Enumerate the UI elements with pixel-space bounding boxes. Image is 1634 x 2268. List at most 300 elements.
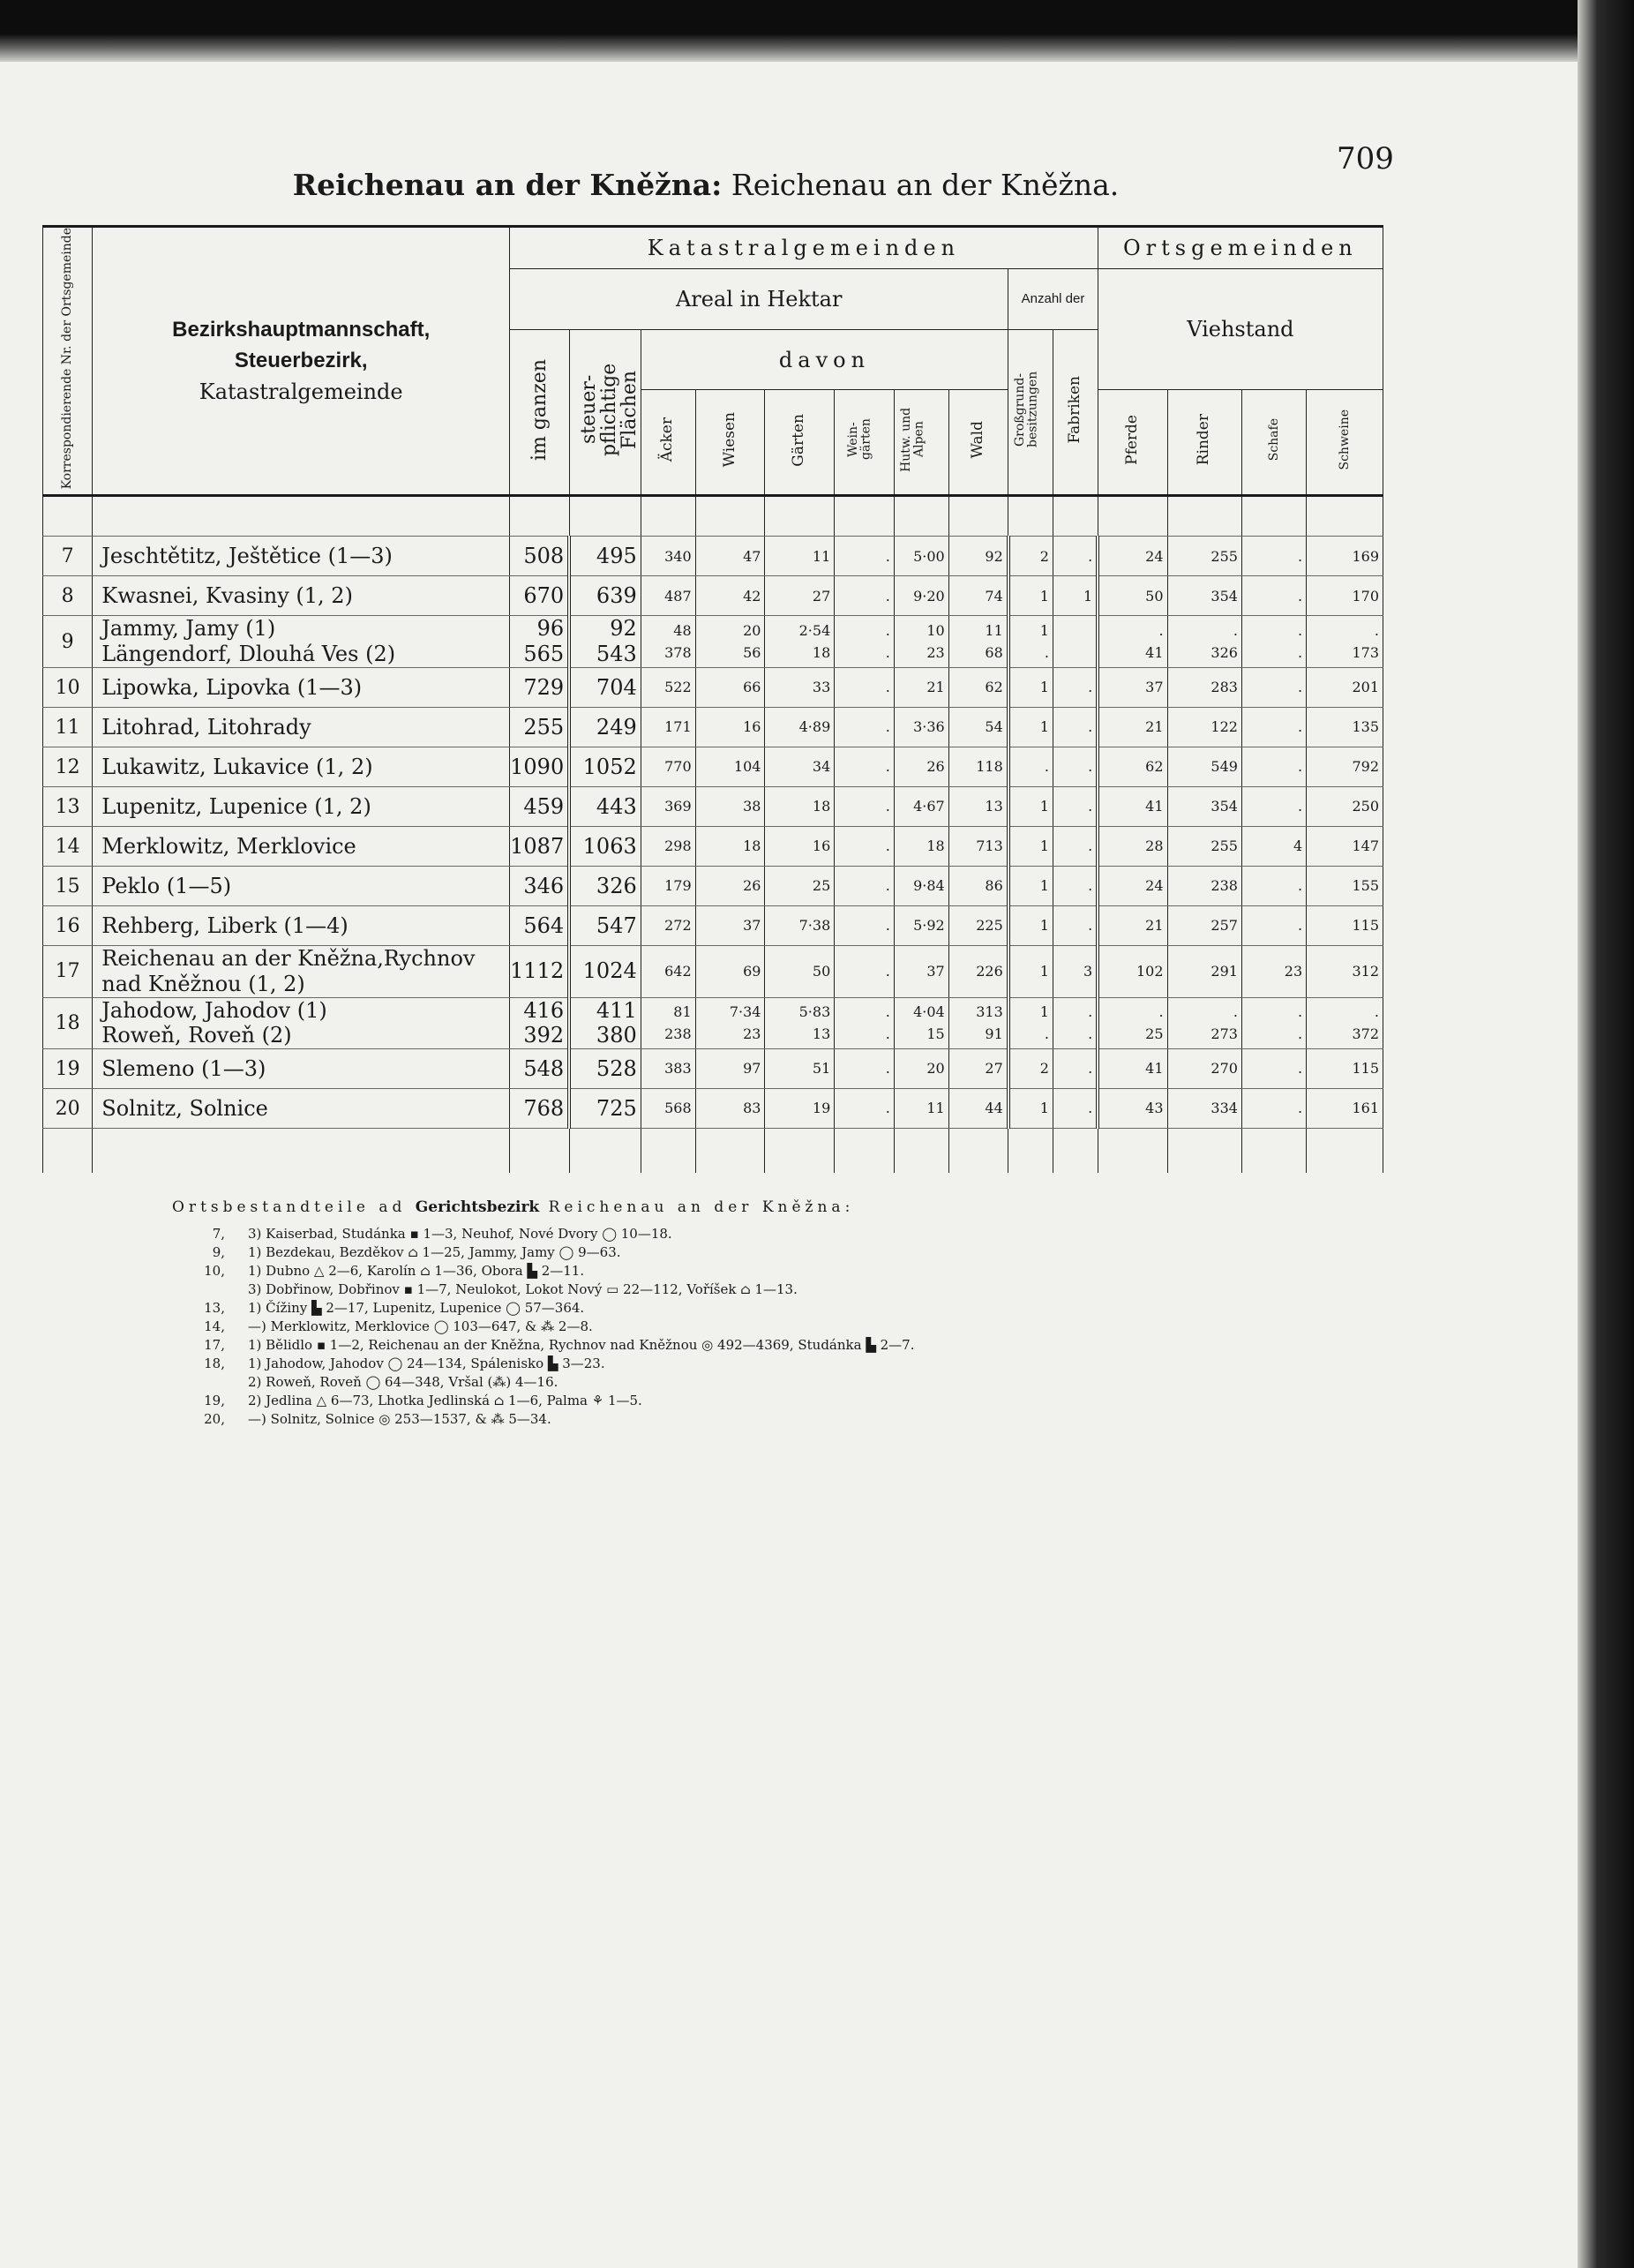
cell-ganz: 564 (510, 906, 570, 946)
ortsteile-text: 1) Dubno △ 2—6, Karolín ⌂ 1—36, Obora ▙ 2—11. (248, 1263, 585, 1279)
cell-rind: 334 (1167, 1089, 1241, 1129)
cell-rind: 270 (1167, 1049, 1241, 1089)
name-line: Reichenau an der Kněžna,Rychnov (101, 946, 476, 972)
cell-acker: 522 (641, 668, 695, 708)
cell-pfer: 102 (1098, 946, 1167, 998)
cell-acker: 369 (641, 787, 695, 827)
cell-schw: . 173 (1307, 616, 1383, 668)
cell-rind: 255 (1167, 537, 1241, 576)
name-line: Rehberg, Liberk (1—4) (101, 912, 349, 938)
name-line: Kwasnei, Kvasiny (1, 2) (101, 583, 353, 609)
cell-ganz: 729 (510, 668, 570, 708)
name-line: Merklowitz, Merklovice (101, 833, 356, 859)
title-bold: Reichenau an der Kněžna: (292, 168, 723, 202)
cell-gross: 2 (1008, 537, 1053, 576)
ortsbestandteile (172, 1198, 1407, 1429)
cell-wein: . (835, 747, 895, 787)
ortsteile-key: 13, (204, 1300, 225, 1316)
cell-pfer: 24 (1098, 867, 1167, 906)
cell-steu: 725 (569, 1089, 641, 1129)
cell-hutw: 9·20 (894, 576, 948, 616)
cell-schw: 169 (1307, 537, 1383, 576)
table-row (43, 867, 1383, 906)
cell-fab: . (1053, 747, 1098, 787)
cell-schaf: . (1241, 1089, 1306, 1129)
katastral-name (93, 747, 510, 787)
cell-acker: 298 (641, 827, 695, 867)
cell-schw: 201 (1307, 668, 1383, 708)
ortsteile-key: 18, (204, 1356, 225, 1371)
cell-ganz: 1112 (510, 946, 570, 998)
ortsteile-text: 3) Kaiserbad, Studánka ▪ 1—3, Neuhof, Nové Dvory ◯ 10—18. (248, 1226, 672, 1242)
cell-wein: . (835, 946, 895, 998)
cell-gart: 51 (765, 1049, 835, 1089)
cell-fab: . (1053, 867, 1098, 906)
ortsteile-line (172, 1280, 1407, 1299)
table-row (43, 747, 1383, 787)
name-line: Slemeno (1—3) (101, 1055, 266, 1081)
bezirk-header: Bezirkshauptmannschaft, Steuerbezirk, Katastralgemeinde (93, 227, 510, 496)
cell-wald: 713 (948, 827, 1008, 867)
cell-schw: 135 (1307, 708, 1383, 747)
katastral-name (93, 1049, 510, 1089)
name-line: Lukawitz, Lukavice (1, 2) (101, 754, 373, 779)
cell-wald: 11 68 (948, 616, 1008, 668)
cell-gart: 18 (765, 787, 835, 827)
scan-border-right (1578, 0, 1634, 2268)
cell-acker: 487 (641, 576, 695, 616)
cell-schw: 155 (1307, 867, 1383, 906)
row-number: 8 (43, 576, 93, 616)
cell-wald: 62 (948, 668, 1008, 708)
ortsteile-text: —) Merklowitz, Merklovice ◯ 103—647, & ⁂ 2—8. (248, 1318, 593, 1334)
cell-wald: 44 (948, 1089, 1008, 1129)
cell-fab: . (1053, 906, 1098, 946)
row-number: 11 (43, 708, 93, 747)
col-wald: Wald (948, 390, 1008, 496)
cell-wies: 7·34 23 (695, 997, 765, 1049)
cell-wies: 47 (695, 537, 765, 576)
cell-steu: 249 (569, 708, 641, 747)
cell-pfer: 37 (1098, 668, 1167, 708)
col-gross: Großgrund-besitzungen (1008, 329, 1053, 496)
ortsteile-key: 9, (212, 1244, 225, 1260)
col-schweine: Schweine (1307, 390, 1383, 496)
cell-rind: . 273 (1167, 997, 1241, 1049)
cell-acker: 48 378 (641, 616, 695, 668)
corr-nr-header: Korrespondierende Nr. der Ortsgemeinde (43, 227, 93, 496)
cell-gart: 4·89 (765, 708, 835, 747)
ortsteile-line (172, 1355, 1407, 1373)
scan-border-top (0, 0, 1634, 62)
row-number: 9 (43, 616, 93, 668)
cell-ganz: 96 565 (510, 616, 570, 668)
cell-ganz: 459 (510, 787, 570, 827)
cell-wies: 37 (695, 906, 765, 946)
cell-steu: 1052 (569, 747, 641, 787)
table-row (43, 668, 1383, 708)
katastral-name (93, 867, 510, 906)
ortsteile-line (172, 1392, 1407, 1410)
cell-hutw: 4·04 15 (894, 997, 948, 1049)
ortsteile-key: 14, (204, 1318, 225, 1334)
katastral-header: Katastralgemeinden (510, 227, 1098, 269)
cell-ganz: 768 (510, 1089, 570, 1129)
cell-hutw: 9·84 (894, 867, 948, 906)
cell-schw: 312 (1307, 946, 1383, 998)
katastral-name (93, 946, 510, 998)
name-line: Jeschtětitz, Ještětice (1—3) (101, 544, 393, 569)
ortsteile-key: 7, (212, 1226, 225, 1242)
cell-wald: 313 91 (948, 997, 1008, 1049)
cell-gart: 19 (765, 1089, 835, 1129)
cell-gross: . (1008, 747, 1053, 787)
cell-fab: . (1053, 708, 1098, 747)
ortsteile-line (172, 1318, 1407, 1336)
cell-hutw: 20 (894, 1049, 948, 1089)
cell-wies: 20 56 (695, 616, 765, 668)
cell-hutw: 4·67 (894, 787, 948, 827)
cell-fab: . (1053, 787, 1098, 827)
cell-acker: 340 (641, 537, 695, 576)
cell-rind: 238 (1167, 867, 1241, 906)
cell-rind: 354 (1167, 576, 1241, 616)
row-number: 20 (43, 1089, 93, 1129)
cell-wies: 66 (695, 668, 765, 708)
ortsteile-text: 3) Dobřinow, Dobřinov ▪ 1—7, Neulokot, Lokot Nový ▭ 22—112, Voříšek ⌂ 1—13. (248, 1281, 798, 1297)
cell-pfer: 41 (1098, 1049, 1167, 1089)
col-hutw: Hutw. und Alpen (894, 390, 948, 496)
ortsteile-key: 10, (204, 1263, 225, 1279)
cell-schaf: 23 (1241, 946, 1306, 998)
page-title (0, 168, 1412, 202)
cell-wies: 38 (695, 787, 765, 827)
cell-gross: 2 (1008, 1049, 1053, 1089)
cell-ganz: 508 (510, 537, 570, 576)
cell-steu: 411 380 (569, 997, 641, 1049)
row-number: 15 (43, 867, 93, 906)
table-row (43, 997, 1383, 1049)
name-line: Solnitz, Solnice (101, 1095, 268, 1121)
katastral-name (93, 1089, 510, 1129)
cell-wein: . (835, 668, 895, 708)
cell-ganz: 255 (510, 708, 570, 747)
title-rest: Reichenau an der Kněžna. (722, 168, 1120, 202)
cell-schw: . 372 (1307, 997, 1383, 1049)
cell-gross: 1 (1008, 787, 1053, 827)
row-number: 12 (43, 747, 93, 787)
cell-wald: 92 (948, 537, 1008, 576)
cell-pfer: 41 (1098, 787, 1167, 827)
cell-hutw: 18 (894, 827, 948, 867)
cell-gross: 1 (1008, 906, 1053, 946)
ortsteile-key (172, 1280, 248, 1299)
cell-wald: 225 (948, 906, 1008, 946)
katastral-name (93, 787, 510, 827)
ortsteile-title: Ortsbestandteile ad Gerichtsbezirk Reichenau an der Kněžna: (172, 1198, 855, 1216)
ortsteile-line (172, 1299, 1407, 1318)
name-line: Roweň, Roveň (2) (101, 1023, 292, 1048)
cell-gross: 1 . (1008, 997, 1053, 1049)
cell-wein: . (835, 827, 895, 867)
cell-wein: . (835, 1049, 895, 1089)
cell-hutw: 26 (894, 747, 948, 787)
cell-wein: . (835, 787, 895, 827)
cell-wein: . (835, 906, 895, 946)
ortsteile-line (172, 1243, 1407, 1262)
cell-wein: . (835, 1089, 895, 1129)
cell-fab: . (1053, 668, 1098, 708)
cell-wies: 69 (695, 946, 765, 998)
row-number: 13 (43, 787, 93, 827)
table-header (43, 227, 1383, 496)
ortsteile-text: 1) Jahodow, Jahodov ◯ 24—134, Spálenisko ▙ 3—23. (248, 1356, 605, 1371)
cell-gross: 1 (1008, 946, 1053, 998)
viehstand-header: Viehstand (1098, 269, 1383, 390)
cell-hutw: 11 (894, 1089, 948, 1129)
cell-acker: 81 238 (641, 997, 695, 1049)
cell-gross: 1 (1008, 708, 1053, 747)
table-row (43, 827, 1383, 867)
name-line: Jahodow, Jahodov (1) (101, 997, 327, 1023)
cell-acker: 383 (641, 1049, 695, 1089)
ortsteile-text: 2) Jedlina △ 6—73, Lhotka Jedlinská ⌂ 1—6, Palma ⚘ 1—5. (248, 1393, 642, 1408)
cell-pfer: 21 (1098, 906, 1167, 946)
cell-gart: 27 (765, 576, 835, 616)
col-acker: Äcker (641, 390, 695, 496)
cell-acker: 179 (641, 867, 695, 906)
cell-acker: 770 (641, 747, 695, 787)
cell-wies: 97 (695, 1049, 765, 1089)
katastral-name (93, 906, 510, 946)
statistics-table (42, 225, 1383, 1173)
cell-rind: 549 (1167, 747, 1241, 787)
ortsteile-text: 1) Bělidlo ▪ 1—2, Reichenau an der Kněžna, Rychnov nad Kněžnou ◎ 492—4369, Studánka ▙ 2—7. (248, 1337, 915, 1353)
cell-wald: 118 (948, 747, 1008, 787)
cell-pfer: 21 (1098, 708, 1167, 747)
table-row (43, 1049, 1383, 1089)
cell-hutw: 5·00 (894, 537, 948, 576)
table-body (43, 496, 1383, 1173)
cell-wald: 13 (948, 787, 1008, 827)
cell-gart: 5·83 13 (765, 997, 835, 1049)
col-fabriken: Fabriken (1053, 329, 1098, 496)
cell-gross: 1 (1008, 668, 1053, 708)
cell-steu: 92 543 (569, 616, 641, 668)
cell-gart: 34 (765, 747, 835, 787)
cell-schw: 115 (1307, 906, 1383, 946)
cell-steu: 639 (569, 576, 641, 616)
ortsteile-lines (172, 1225, 1407, 1429)
cell-fab: . (1053, 537, 1098, 576)
anzahl-header: Anzahl der (1008, 269, 1098, 330)
page-number: 709 (1337, 141, 1394, 176)
cell-wies: 26 (695, 867, 765, 906)
cell-schaf: . (1241, 576, 1306, 616)
cell-wald: 226 (948, 946, 1008, 998)
col-wiesen: Wiesen (695, 390, 765, 496)
cell-wies: 16 (695, 708, 765, 747)
table-row (43, 946, 1383, 998)
cell-rind: 283 (1167, 668, 1241, 708)
cell-fab: . (1053, 1049, 1098, 1089)
cell-acker: 272 (641, 906, 695, 946)
cell-hutw: 3·36 (894, 708, 948, 747)
cell-ganz: 1087 (510, 827, 570, 867)
cell-schaf: . (1241, 747, 1306, 787)
ortsteile-key: 17, (204, 1337, 225, 1353)
cell-pfer: 43 (1098, 1089, 1167, 1129)
cell-schw: 792 (1307, 747, 1383, 787)
cell-wald: 27 (948, 1049, 1008, 1089)
table-row (43, 787, 1383, 827)
cell-schw: 250 (1307, 787, 1383, 827)
areal-header: Areal in Hektar (510, 269, 1008, 330)
cell-schaf: . (1241, 787, 1306, 827)
cell-fab (1053, 616, 1098, 668)
col-garten: Gärten (765, 390, 835, 496)
table-row (43, 708, 1383, 747)
katastral-name (93, 997, 510, 1049)
cell-fab: 3 (1053, 946, 1098, 998)
row-number: 17 (43, 946, 93, 998)
cell-steu: 704 (569, 668, 641, 708)
table-row (43, 616, 1383, 668)
cell-wald: 74 (948, 576, 1008, 616)
col-wein: Wein-gärten (835, 390, 895, 496)
cell-ganz: 670 (510, 576, 570, 616)
cell-acker: 642 (641, 946, 695, 998)
ortsteile-text: 1) Čížiny ▙ 2—17, Lupenitz, Lupenice ◯ 57—364. (248, 1300, 585, 1316)
cell-schw: 170 (1307, 576, 1383, 616)
katastral-name (93, 616, 510, 668)
ortsteile-text: —) Solnitz, Solnice ◎ 253—1537, & ⁂ 5—34. (248, 1411, 551, 1427)
cell-pfer: 24 (1098, 537, 1167, 576)
cell-wies: 42 (695, 576, 765, 616)
cell-wein: . (835, 867, 895, 906)
name-line: Litohrad, Litohrady (101, 714, 311, 740)
cell-rind: 354 (1167, 787, 1241, 827)
cell-hutw: 10 23 (894, 616, 948, 668)
cell-schw: 147 (1307, 827, 1383, 867)
cell-gross: 1 (1008, 867, 1053, 906)
cell-fab: . . (1053, 997, 1098, 1049)
katastral-name (93, 537, 510, 576)
cell-wies: 104 (695, 747, 765, 787)
cell-fab: 1 (1053, 576, 1098, 616)
table-row (43, 906, 1383, 946)
cell-rind: 255 (1167, 827, 1241, 867)
ortsteile-line (172, 1410, 1407, 1429)
cell-wies: 18 (695, 827, 765, 867)
cell-wein: . (835, 576, 895, 616)
name-line: nad Kněžnou (1, 2) (101, 971, 305, 996)
cell-gart: 2·54 18 (765, 616, 835, 668)
cell-schaf: . (1241, 537, 1306, 576)
cell-fab: . (1053, 827, 1098, 867)
row-number: 14 (43, 827, 93, 867)
cell-schw: 161 (1307, 1089, 1383, 1129)
cell-schaf: . . (1241, 616, 1306, 668)
cell-gross: 1 (1008, 827, 1053, 867)
cell-ganz: 416 392 (510, 997, 570, 1049)
ortsteile-key (172, 1373, 248, 1392)
ortsteile-text: 2) Roweň, Roveň ◯ 64—348, Vršal (⁂) 4—16. (248, 1374, 558, 1390)
row-number: 7 (43, 537, 93, 576)
cell-steu: 326 (569, 867, 641, 906)
col-pferde: Pferde (1098, 390, 1167, 496)
table-row (43, 537, 1383, 576)
cell-gart: 16 (765, 827, 835, 867)
cell-schaf: 4 (1241, 827, 1306, 867)
ortsteile-line (172, 1225, 1407, 1243)
katastral-name (93, 576, 510, 616)
col-steuer: steuer-pflichtige Flächen (569, 329, 641, 496)
cell-gart: 33 (765, 668, 835, 708)
cell-steu: 1063 (569, 827, 641, 867)
row-number: 18 (43, 997, 93, 1049)
cell-gart: 25 (765, 867, 835, 906)
cell-rind: 257 (1167, 906, 1241, 946)
cell-steu: 1024 (569, 946, 641, 998)
cell-pfer: . 25 (1098, 997, 1167, 1049)
cell-gross: 1 (1008, 1089, 1053, 1129)
cell-steu: 495 (569, 537, 641, 576)
cell-wein: . . (835, 997, 895, 1049)
cell-rind: . 326 (1167, 616, 1241, 668)
row-number: 16 (43, 906, 93, 946)
cell-steu: 443 (569, 787, 641, 827)
ortsteile-line (172, 1262, 1407, 1280)
table-row (43, 576, 1383, 616)
cell-wein: . . (835, 616, 895, 668)
katastral-name (93, 708, 510, 747)
cell-fab: . (1053, 1089, 1098, 1129)
col-rinder: Rinder (1167, 390, 1241, 496)
cell-gart: 7·38 (765, 906, 835, 946)
cell-gart: 11 (765, 537, 835, 576)
table-row (43, 1089, 1383, 1129)
cell-ganz: 1090 (510, 747, 570, 787)
cell-pfer: 62 (1098, 747, 1167, 787)
cell-schaf: . . (1241, 997, 1306, 1049)
ortsteile-key: 19, (204, 1393, 225, 1408)
katastral-name (93, 827, 510, 867)
cell-pfer: . 41 (1098, 616, 1167, 668)
cell-pfer: 28 (1098, 827, 1167, 867)
cell-gart: 50 (765, 946, 835, 998)
cell-steu: 528 (569, 1049, 641, 1089)
ortsteile-line (172, 1373, 1407, 1392)
col-im-ganzen: im ganzen (510, 329, 570, 496)
cell-wald: 54 (948, 708, 1008, 747)
ortsteile-line (172, 1336, 1407, 1355)
cell-hutw: 21 (894, 668, 948, 708)
cell-schw: 115 (1307, 1049, 1383, 1089)
cell-schaf: . (1241, 668, 1306, 708)
row-number: 10 (43, 668, 93, 708)
cell-hutw: 5·92 (894, 906, 948, 946)
cell-hutw: 37 (894, 946, 948, 998)
row-number: 19 (43, 1049, 93, 1089)
cell-schaf: . (1241, 867, 1306, 906)
col-schafe: Schafe (1241, 390, 1306, 496)
cell-schaf: . (1241, 906, 1306, 946)
ortsteile-text: 1) Bezdekau, Bezděkov ⌂ 1—25, Jammy, Jamy ◯ 9—63. (248, 1244, 621, 1260)
cell-schaf: . (1241, 1049, 1306, 1089)
davon-header: davon (641, 329, 1008, 390)
cell-wein: . (835, 708, 895, 747)
